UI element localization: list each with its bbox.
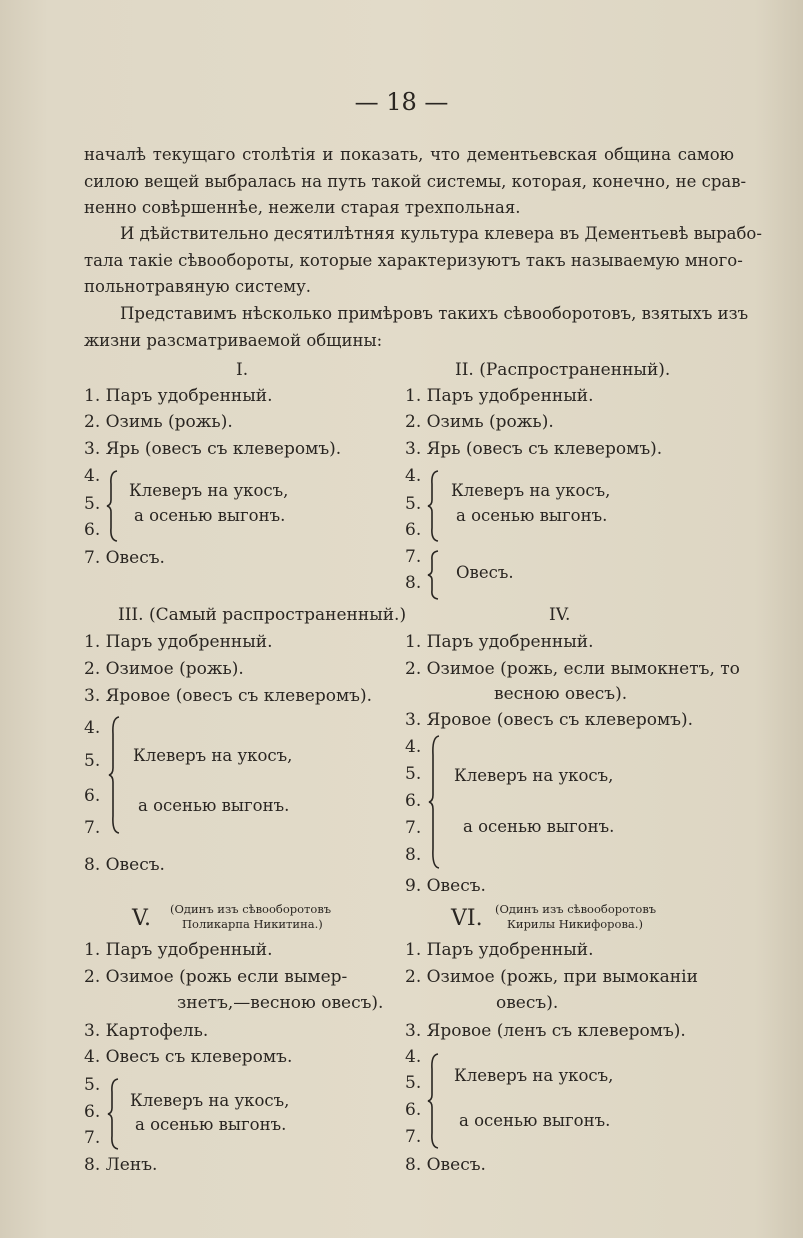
text-line: силою вещей выбралась на путь такой системы, которая, конечно, не срав- <box>84 171 747 191</box>
brace-number: 6. <box>405 520 422 540</box>
rotation-note: (Одинъ изъ сѣвооборотовъ <box>170 902 332 916</box>
paragraph-clover-culture <box>84 221 762 301</box>
brace-text: Клеверъ на укосъ, <box>454 766 614 785</box>
text-line: И дѣйствительно десятилѣтняя культура клевера въ Дементьевѣ вырабо- <box>120 224 762 243</box>
paragraph-intro <box>84 142 747 222</box>
brace-text: а осенью выгонъ. <box>138 796 290 815</box>
brace-number: 7. <box>405 1127 422 1147</box>
brace-number: 6. <box>84 1102 101 1122</box>
text-line: Представимъ нѣсколько примѣровъ такихъ сѣвооборотовъ, взятыхъ изъ <box>120 304 749 323</box>
curly-brace <box>427 1053 441 1149</box>
rotation-item: 3. Ярь (овесъ съ клеверомъ). <box>405 439 663 459</box>
text-line: польнотравяную систему. <box>84 277 312 296</box>
paragraph-examples <box>84 301 749 354</box>
rotation-item: 8. Ленъ. <box>84 1155 158 1175</box>
rotation-item: 2. Озимое (рожь, при вымоканіи <box>405 967 698 987</box>
rotation-item-continued: знетъ,—весною овесъ). <box>177 993 384 1013</box>
rotation-item: 1. Паръ удобренный. <box>405 386 594 406</box>
rotation-item: 2. Озимое (рожь). <box>84 659 244 679</box>
rotation-roman-numeral: VI. <box>451 906 483 931</box>
curly-brace <box>428 735 442 869</box>
brace-number: 4. <box>405 466 422 486</box>
brace-number: 5. <box>405 1073 422 1093</box>
curly-brace <box>107 1078 121 1150</box>
rotation-item: 9. Овесъ. <box>405 876 486 896</box>
curly-brace <box>106 470 120 542</box>
rotation-note: (Одинъ изъ сѣвооборотовъ <box>495 902 657 916</box>
page-number: — 18 — <box>354 88 449 116</box>
brace-text: а осенью выгонъ. <box>134 506 286 525</box>
rotation-item: 1. Паръ удобренный. <box>84 940 273 960</box>
text-line: тала такіе сѣвообороты, которые характеризуютъ такъ называемую много- <box>84 250 743 270</box>
rotation-item: 2. Озимь (рожь). <box>405 412 554 432</box>
rotation-item-continued: овесъ). <box>496 993 559 1013</box>
curly-brace <box>427 550 441 600</box>
rotation-title: IV. <box>549 605 571 625</box>
brace-number: 4. <box>405 1047 422 1067</box>
brace-number: 5. <box>405 764 422 784</box>
brace-number: 8. <box>405 845 422 865</box>
rotation-title: I. <box>236 360 249 380</box>
rotation-item: 2. Озимь (рожь). <box>84 412 233 432</box>
brace-number: 4. <box>405 737 422 757</box>
brace-text: а осенью выгонъ. <box>135 1115 287 1134</box>
rotation-item: 1. Паръ удобренный. <box>405 940 594 960</box>
brace-text: Клеверъ на укосъ, <box>454 1066 614 1085</box>
brace-number: 5. <box>405 494 422 514</box>
rotation-item: 2. Озимое (рожь если вымер- <box>84 967 348 987</box>
rotation-item: 3. Яровое (овесъ съ клеверомъ). <box>84 686 373 706</box>
brace-number: 8. <box>405 573 422 593</box>
rotation-item: 3. Картофель. <box>84 1021 209 1041</box>
rotation-item: 7. Овесъ. <box>84 548 165 568</box>
brace-number: 7. <box>405 818 422 838</box>
rotation-note: Кирилы Никифорова.) <box>507 917 643 931</box>
brace-number: 6. <box>84 786 101 806</box>
curly-brace <box>108 716 122 834</box>
curly-brace <box>427 470 441 542</box>
rotation-item: 1. Паръ удобренный. <box>405 632 594 652</box>
brace-text: а осенью выгонъ. <box>459 1111 611 1130</box>
brace-number: 7. <box>84 818 101 838</box>
brace-number: 6. <box>84 520 101 540</box>
text-line: ненно совѣршеннѣе, нежели старая трехпольная. <box>84 198 521 217</box>
brace-text: Овесъ. <box>456 563 514 582</box>
rotation-item: 3. Ярь (овесъ съ клеверомъ). <box>84 439 342 459</box>
rotation-item-continued: весною овесъ). <box>494 684 628 704</box>
brace-text: а осенью выгонъ. <box>463 817 615 836</box>
brace-text: Клеверъ на укосъ, <box>130 1091 290 1110</box>
text-line: жизни разсматриваемой общины: <box>84 330 383 350</box>
rotation-item: 8. Овесъ. <box>84 855 165 875</box>
brace-number: 5. <box>84 1075 101 1095</box>
brace-number: 5. <box>84 751 101 771</box>
rotation-roman-numeral: V. <box>132 906 152 931</box>
text-line: началѣ текущаго столѣтія и показать, что дементьевская община самою <box>84 145 734 164</box>
brace-number: 7. <box>84 1128 101 1148</box>
rotation-item: 8. Овесъ. <box>405 1155 486 1175</box>
rotation-item: 4. Овесъ съ клеверомъ. <box>84 1047 293 1067</box>
brace-text: Клеверъ на укосъ, <box>129 481 289 500</box>
rotation-item: 3. Яровое (овесъ съ клеверомъ). <box>405 710 694 730</box>
brace-number: 5. <box>84 494 101 514</box>
brace-number: 7. <box>405 547 422 567</box>
brace-text: а осенью выгонъ. <box>456 506 608 525</box>
brace-number: 6. <box>405 1100 422 1120</box>
brace-text: Клеверъ на укосъ, <box>133 746 293 765</box>
brace-number: 4. <box>84 718 101 738</box>
brace-text: Клеверъ на укосъ, <box>451 481 611 500</box>
rotation-item: 1. Паръ удобренный. <box>84 632 273 652</box>
rotation-note: Поликарпа Никитина.) <box>182 917 323 931</box>
rotation-item: 1. Паръ удобренный. <box>84 386 273 406</box>
rotation-item: 2. Озимое (рожь, если вымокнетъ, то <box>405 659 740 679</box>
brace-number: 4. <box>84 466 101 486</box>
rotation-title: III. (Самый распространенный.) <box>118 605 407 625</box>
rotation-item: 3. Яровое (ленъ съ клеверомъ). <box>405 1021 686 1041</box>
brace-number: 6. <box>405 791 422 811</box>
rotation-title: II. (Распространенный). <box>455 360 671 380</box>
